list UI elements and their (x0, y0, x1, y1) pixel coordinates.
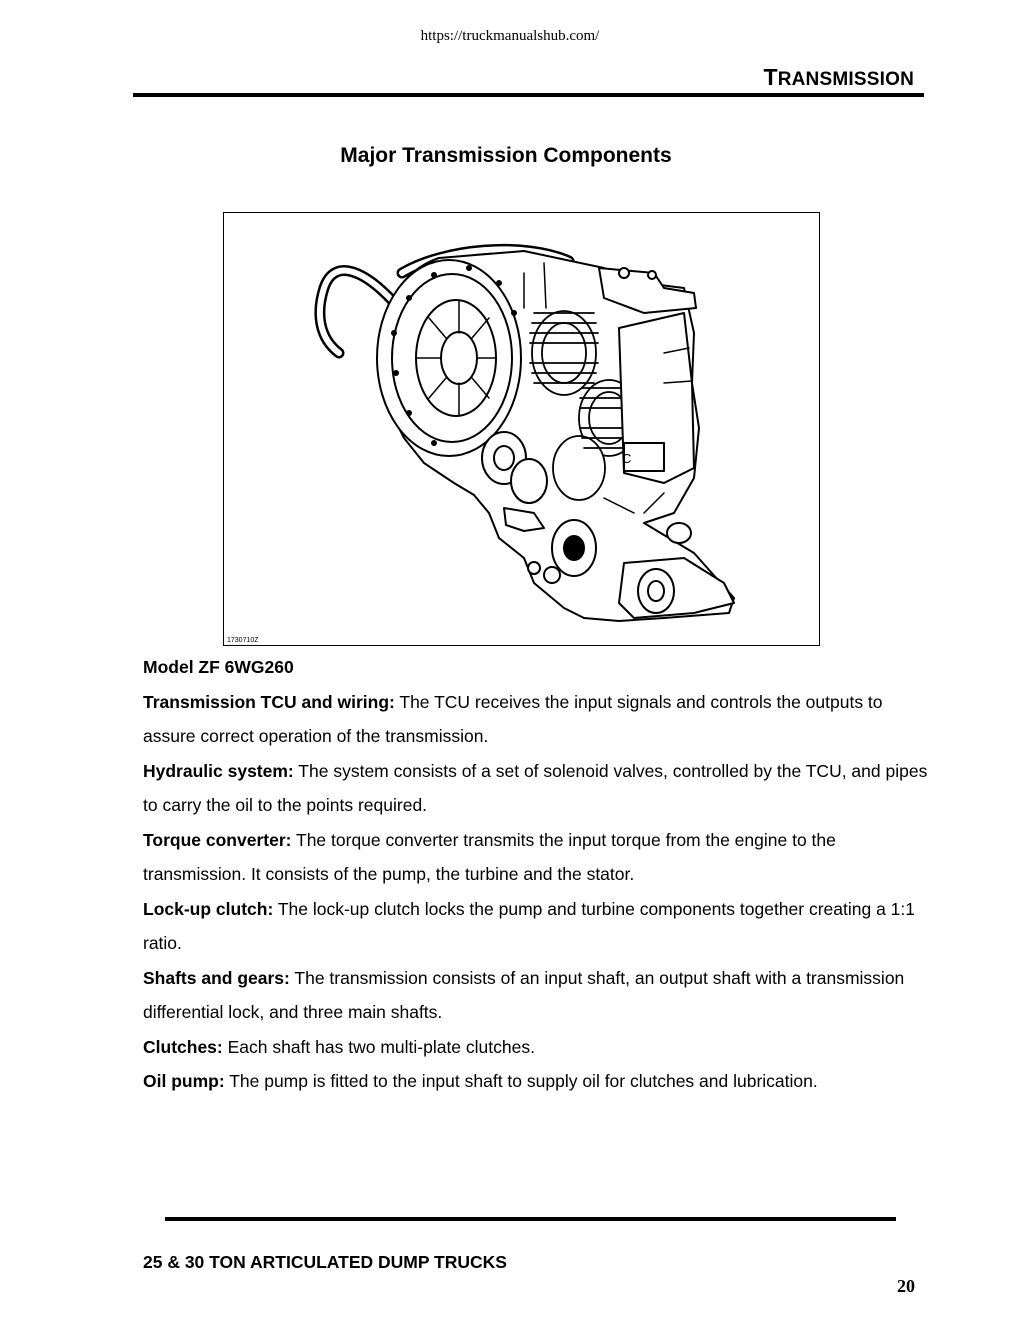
model-line: Model ZF 6WG260 (143, 657, 294, 677)
section-title (763, 64, 914, 91)
figure-id: 1730710Z (227, 637, 259, 644)
page-number: 20 (897, 1276, 915, 1296)
footer-rule (165, 1217, 896, 1221)
callout-c: C (622, 451, 632, 466)
item-clutches: Clutches: Each shaft has two multi-plate clutches. (143, 1036, 535, 1057)
section-title-rest: RANSMISSION (777, 69, 914, 90)
page-heading: Major Transmission Components (340, 144, 672, 167)
footer-title: 25 & 30 TON ARTICULATED DUMP TRUCKS (143, 1252, 507, 1272)
body-text (143, 650, 933, 1099)
item-torque-converter: Torque converter: The torque converter transmits the input torque from the engine to the transmission. It consists of the pump, the turbine and the stator. (143, 829, 836, 884)
item-lockup-clutch: Lock-up clutch: The lock-up clutch locks the pump and turbine components together creating a 1:1 ratio. (143, 898, 916, 953)
transmission-figure (223, 212, 820, 646)
header-rule (133, 93, 924, 97)
item-hydraulic: Hydraulic system: The system consists of a set of solenoid valves, controlled by the TCU, and pipes to carry the oil to the points required. (143, 760, 928, 815)
section-title-initial: T (763, 64, 778, 90)
item-tcu: Transmission TCU and wiring: The TCU receives the input signals and controls the outputs to assure correct operation of the transmission. (143, 691, 883, 746)
transmission-drawing (224, 213, 818, 644)
source-url[interactable]: https://truckmanualshub.com/ (420, 28, 600, 44)
item-shafts-gears: Shafts and gears: The transmission consists of an input shaft, an output shaft with a transmission differential lock, and three main shafts. (143, 967, 905, 1022)
item-oil-pump: Oil pump: The pump is fitted to the input shaft to supply oil for clutches and lubrication. (143, 1071, 818, 1091)
